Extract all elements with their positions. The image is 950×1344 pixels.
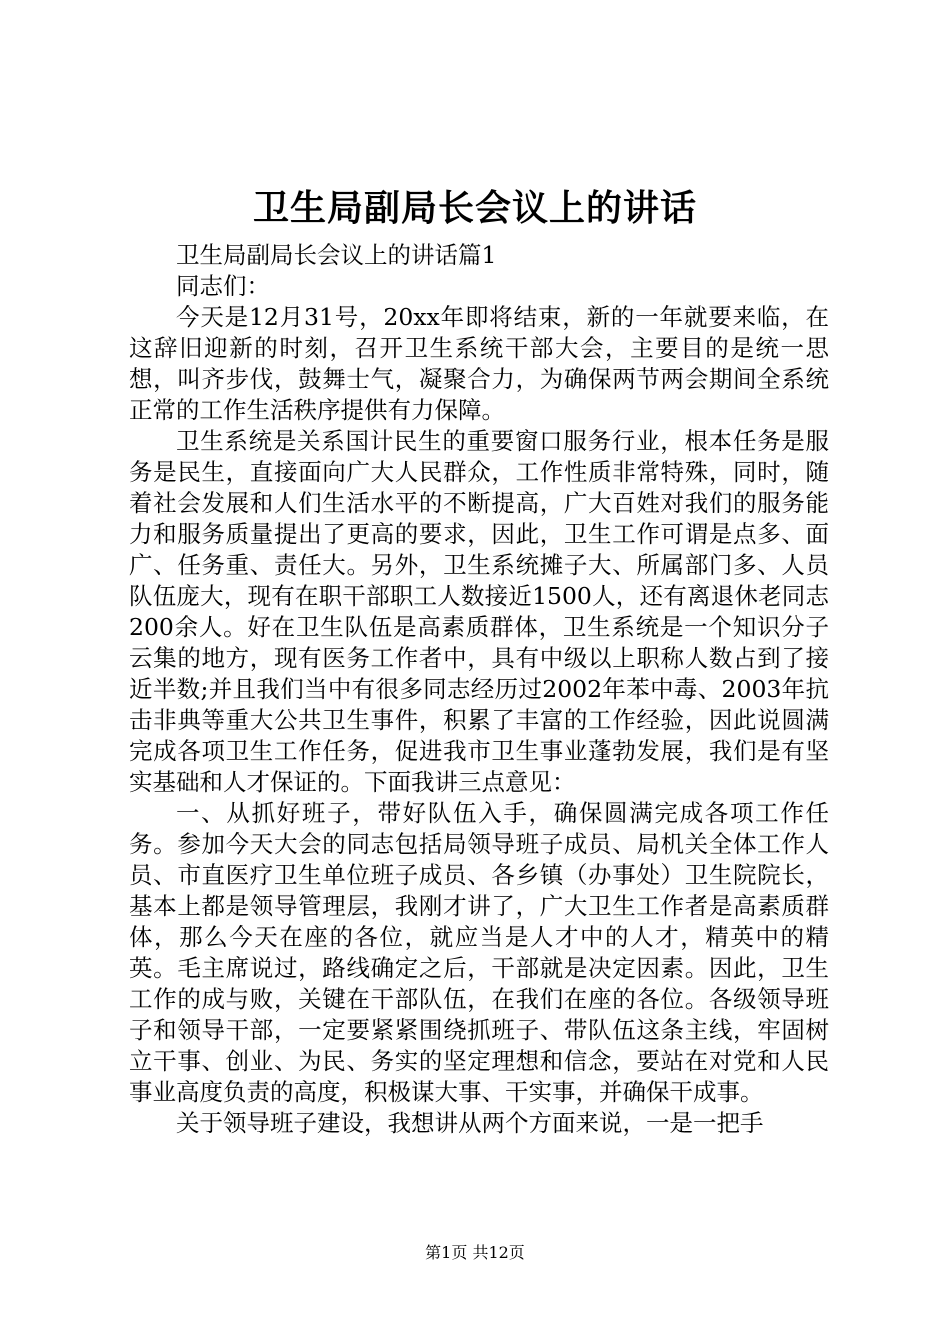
paragraph-salutation: 同志们： — [176, 272, 270, 300]
paragraph-background: 卫生系统是关系国计民生的重要窗口服务行业，根本任务是服务是民生，直接面向广大人民群众，工作性质非常特殊，同时，随着社会发展和人们生活水平的不断提高，广大百姓对我们的服务能力和服务质量提出了更高的要求，因此，卫生工作可谓是点多、面广、任务重、责任大。另外，卫生系统摊子大、所属部门多、人员队伍庞大，现有在职干部职工人数接近1500人，还有离退休老同志200余人。好在卫生队伍是高素质群体，卫生系统是一个知识分子云集的地方，现有医务工作者中，具有中级以上职称人数占到了接近半数;并且我们当中有很多同志经历过2002年苯中毒、2003年抗击非典等重大公共卫生事件，积累了丰富的工作经验，因此说圆满完成各项卫生工作任务，促进我市卫生事业蓬勃发展，我们是有坚实基础和人才保证的。下面我讲三点意见： — [129, 427, 829, 796]
document-title: 卫生局副局长会议上的讲话 — [252, 187, 697, 229]
paragraph-heading: 卫生局副局长会议上的讲话篇1 — [176, 241, 497, 269]
paragraph-point-one: 一、从抓好班子，带好队伍入手，确保圆满完成各项工作任务。参加今天大会的同志包括局领导班子成员、局机关全体工作人员、市直医疗卫生单位班子成员、各乡镇（办事处）卫生院院长，基本上都是领导管理层，我刚才讲了，广大卫生工作者是高素质群体，那么今天在座的各位，就应当是人才中的人才，精英中的精英。毛主席说过，路线确定之后，干部就是决定因素。因此，卫生工作的成与败，关键在干部队伍，在我们在座的各位。各级领导班子和领导干部，一定要紧紧围绕抓班子、带队伍这条主线，牢固树立干事、创业、为民、务实的坚定理想和信念，要站在对党和人民事业高度负责的高度，积极谋大事、干实事，并确保干成事。 — [129, 799, 829, 1106]
paragraph-leadership: 关于领导班子建设，我想讲从两个方面来说，一是一把手 — [176, 1109, 764, 1137]
document-body — [129, 240, 829, 1139]
page-number-footer: 第1页 共12页 — [425, 1243, 525, 1262]
paragraph-intro: 今天是12月31号，20xx年即将结束，新的一年就要来临，在这辞旧迎新的时刻，召开卫生系统干部大会，主要目的是统一思想，叫齐步伐，鼓舞士气，凝聚合力，为确保两节两会期间全系统正常的工作生活秩序提供有力保障。 — [129, 303, 829, 424]
